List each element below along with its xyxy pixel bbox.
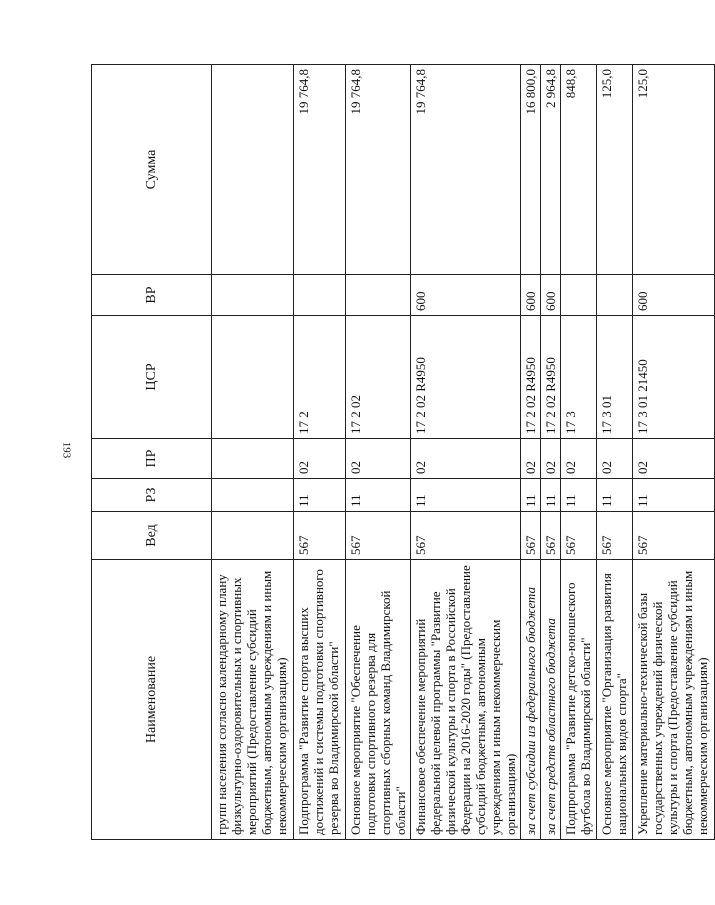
cell-rz: 11 — [346, 479, 411, 512]
cell-pr: 02 — [541, 439, 561, 479]
rotated-budget-table-wrapper — [91, 65, 710, 840]
cell-csr: 17 2 02 R4950 — [411, 316, 521, 439]
cell-csr — [212, 316, 294, 439]
cell-rz: 11 — [411, 479, 521, 512]
cell-csr: 17 3 — [561, 316, 597, 439]
cell-pr: 02 — [411, 439, 521, 479]
cell-sum: 848,8 — [561, 65, 597, 275]
cell-name: за счет средств областного бюджета — [541, 560, 561, 840]
cell-vr: 600 — [633, 275, 715, 316]
table-row — [633, 65, 715, 840]
table-row — [541, 65, 561, 840]
cell-vr — [212, 275, 294, 316]
cell-name: Укрепление материально-технической базы государственных учреждений физической культуры и спорта (Предоставление субсидий бюджетным, автономным учреждениям и иным некоммерческим организациям) — [633, 560, 715, 840]
cell-pr: 02 — [521, 439, 541, 479]
cell-vr — [561, 275, 597, 316]
cell-ved: 567 — [294, 512, 346, 560]
cell-vr: 600 — [411, 275, 521, 316]
cell-csr: 17 2 02 R4950 — [541, 316, 561, 439]
cell-csr: 17 2 — [294, 316, 346, 439]
cell-csr: 17 2 02 R4950 — [521, 316, 541, 439]
cell-vr: 600 — [541, 275, 561, 316]
header-csr: ЦСР — [92, 316, 212, 439]
cell-ved: 567 — [633, 512, 715, 560]
cell-vr — [346, 275, 411, 316]
header-rz: РЗ — [92, 479, 212, 512]
cell-vr — [294, 275, 346, 316]
cell-ved: 567 — [411, 512, 521, 560]
cell-name: Основное мероприятие "Обеспечение подготовки спортивного резерва для спортивных сборных команд Владимирской области" — [346, 560, 411, 840]
header-name: Наименование — [92, 560, 212, 840]
cell-rz: 11 — [541, 479, 561, 512]
cell-sum: 19 764,8 — [346, 65, 411, 275]
cell-sum: 125,0 — [633, 65, 715, 275]
cell-name: Подпрограмма "Развитие спорта высших достижений и системы подготовки спортивного резерва во Владимирской области" — [294, 560, 346, 840]
cell-name: Подпрограмма "Развитие детско-юношеского футбола во Владимирской области" — [561, 560, 597, 840]
table-row — [561, 65, 597, 840]
cell-ved: 567 — [561, 512, 597, 560]
cell-name: Основное мероприятие "Организация развития национальных видов спорта" — [597, 560, 633, 840]
cell-name: за счет субсидии из федерального бюджета — [521, 560, 541, 840]
cell-sum: 125,0 — [597, 65, 633, 275]
table-row — [597, 65, 633, 840]
table-row — [212, 65, 294, 840]
table-body — [212, 65, 715, 840]
cell-ved: 567 — [541, 512, 561, 560]
header-sum: Сумма — [92, 65, 212, 275]
table-row — [411, 65, 521, 840]
cell-pr: 02 — [346, 439, 411, 479]
header-vr: ВР — [92, 275, 212, 316]
cell-sum: 2 964,8 — [541, 65, 561, 275]
cell-sum: 19 764,8 — [294, 65, 346, 275]
cell-rz: 11 — [633, 479, 715, 512]
cell-name: групп населения согласно календарному плану физкультурно-оздоровительных и спортивных мероприятий (Предоставление субсидий бюджетным, автономным учреждениям и иным некоммерческим организациям) — [212, 560, 294, 840]
cell-pr: 02 — [294, 439, 346, 479]
cell-ved: 567 — [346, 512, 411, 560]
table-header-row — [92, 65, 212, 840]
cell-csr: 17 3 01 21450 — [633, 316, 715, 439]
cell-rz: 11 — [597, 479, 633, 512]
cell-pr — [212, 439, 294, 479]
cell-pr: 02 — [633, 439, 715, 479]
cell-sum — [212, 65, 294, 275]
header-pr: ПР — [92, 439, 212, 479]
table-row — [521, 65, 541, 840]
budget-table — [91, 64, 715, 840]
cell-csr: 17 2 02 — [346, 316, 411, 439]
cell-pr: 02 — [597, 439, 633, 479]
cell-csr: 17 3 01 — [597, 316, 633, 439]
cell-name: Финансовое обеспечение мероприятий федеральной целевой программы "Развитие физической культуры и спорта в Российской Федерации на 2016-2020 годы" (Предоставление субсидий бюджетным, автономным учреждениям и иным некоммерческим организациям) — [411, 560, 521, 840]
cell-ved — [212, 512, 294, 560]
cell-vr: 600 — [521, 275, 541, 316]
page-number: 193 — [60, 441, 73, 459]
cell-ved: 567 — [521, 512, 541, 560]
cell-rz: 11 — [561, 479, 597, 512]
cell-pr: 02 — [561, 439, 597, 479]
cell-sum: 19 764,8 — [411, 65, 521, 275]
cell-sum: 16 800,0 — [521, 65, 541, 275]
table-row — [346, 65, 411, 840]
header-ved: Вед — [92, 512, 212, 560]
cell-rz — [212, 479, 294, 512]
cell-rz: 11 — [294, 479, 346, 512]
cell-rz: 11 — [521, 479, 541, 512]
cell-ved: 567 — [597, 512, 633, 560]
cell-vr — [597, 275, 633, 316]
table-row — [294, 65, 346, 840]
